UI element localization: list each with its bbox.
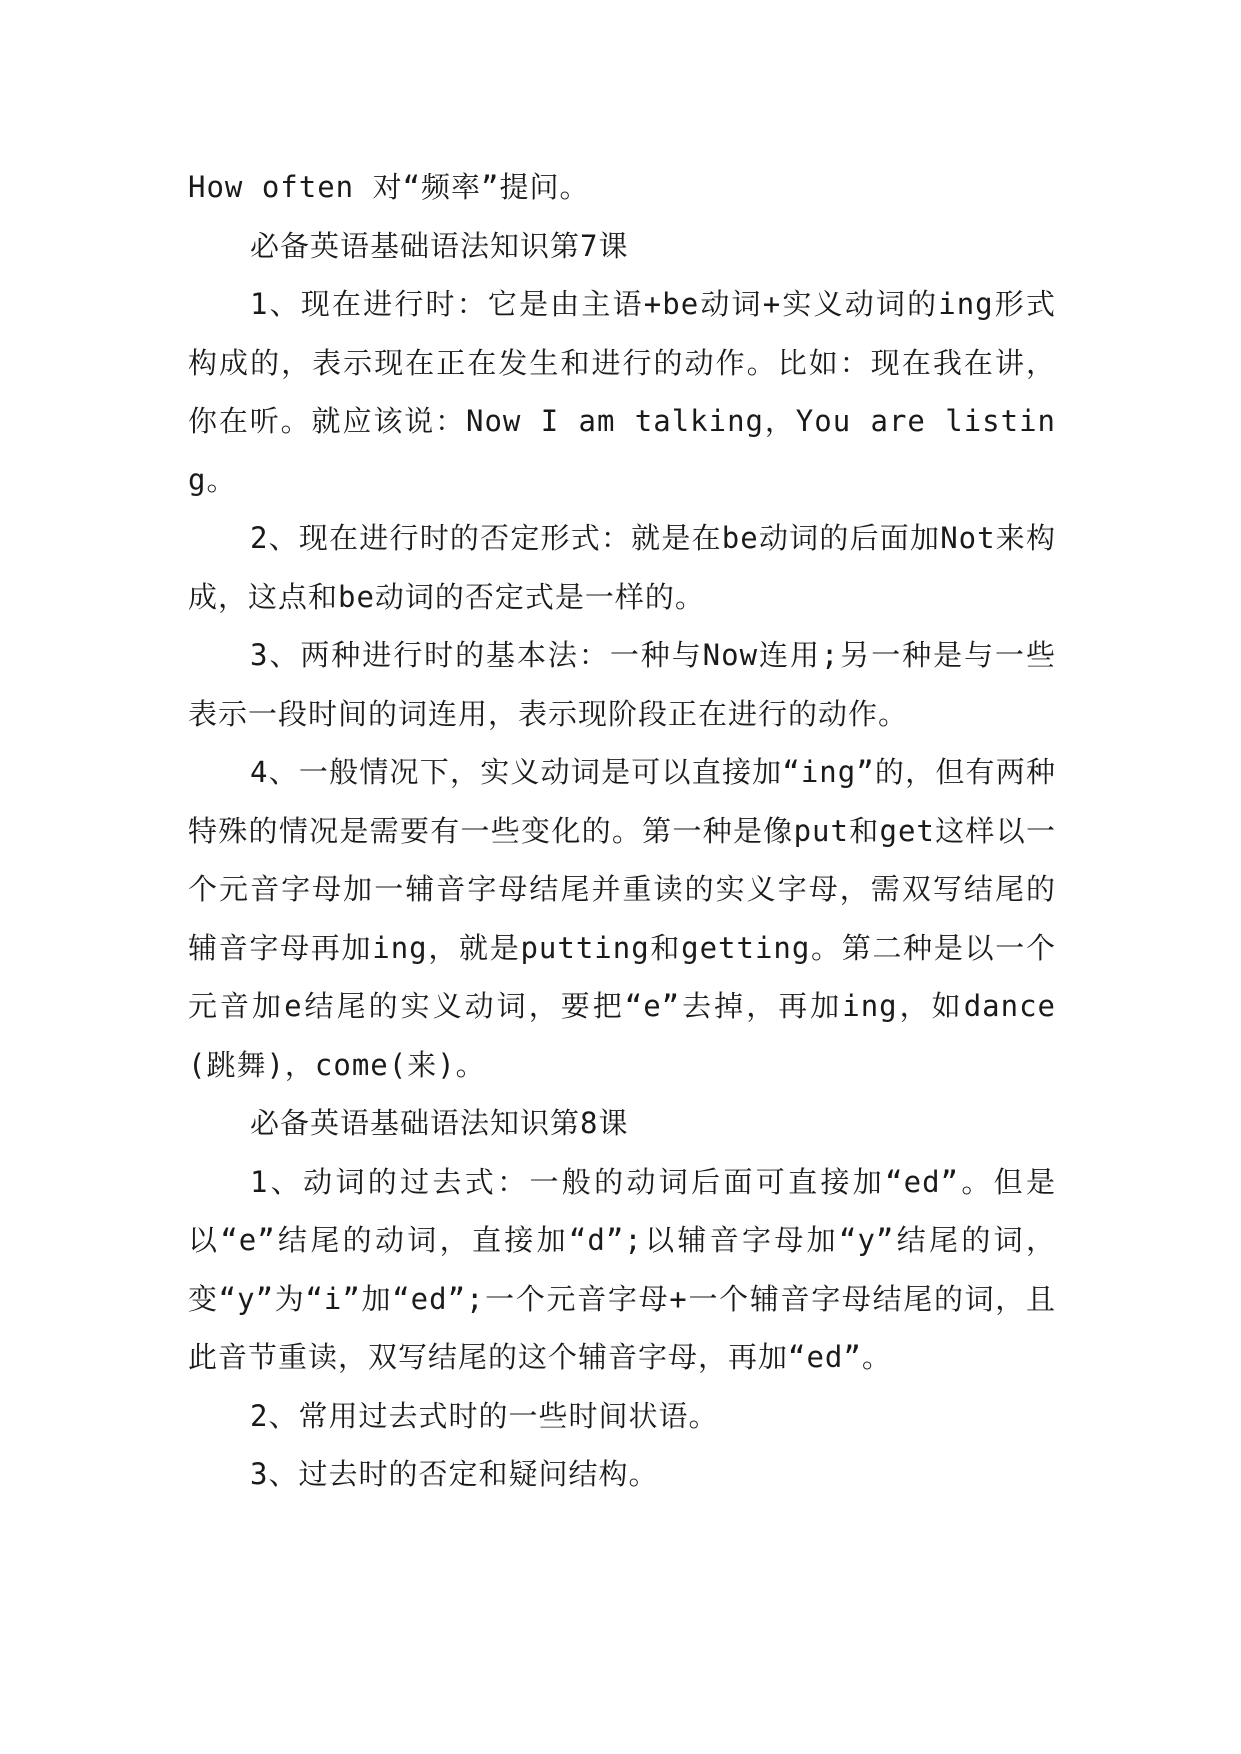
paragraph-lesson8-point1: 1、动词的过去式：一般的动词后面可直接加“ed”。但是以“e”结尾的动词，直接加“d”;以辅音字母加“y”结尾的词，变“y”为“i”加“ed”;一个元音字母+一个辅音字母结尾的词，且此音节重读，双写结尾的这个辅音字母，再加“ed”。: [188, 1164, 1056, 1374]
lesson-7-heading: 必备英语基础语法知识第7课: [250, 228, 629, 263]
paragraph-lesson7-point2: 2、现在进行时的否定形式：就是在be动词的后面加Not来构成，这点和be动词的否定式是一样的。: [188, 521, 1056, 614]
paragraph-lesson7-point1: 1、现在进行时：它是由主语+be动词+实义动词的ing形式构成的，表示现在正在发生和进行的动作。比如：现在我在讲，你在听。就应该说：Now I am talking，You are listing。: [188, 287, 1056, 497]
paragraph-lesson8-point2: 2、常用过去式时的一些时间状语。: [250, 1398, 719, 1433]
paragraph-lesson7-point4: 4、一般情况下，实义动词是可以直接加“ing”的，但有两种特殊的情况是需要有一些变化的。第一种是像put和get这样以一个元音字母加一辅音字母结尾并重读的实义字母，需双写结尾的辅音字母再加ing，就是putting和getting。第二种是以一个元音加e结尾的实义动词，要把“e”去掉，再加ing，如dance(跳舞)，come(来)。: [188, 755, 1056, 1082]
paragraph-lesson8-point3: 3、过去时的否定和疑问结构。: [250, 1457, 659, 1491]
paragraph-how-often: How often 对“频率”提问。: [188, 170, 590, 204]
lesson-8-heading: 必备英语基础语法知识第8课: [250, 1106, 629, 1140]
document-body: [188, 158, 1056, 1504]
paragraph-lesson7-point3: 3、两种进行时的基本法：一种与Now连用;另一种是与一些表示一段时间的词连用，表示现阶段正在进行的动作。: [188, 638, 1056, 731]
